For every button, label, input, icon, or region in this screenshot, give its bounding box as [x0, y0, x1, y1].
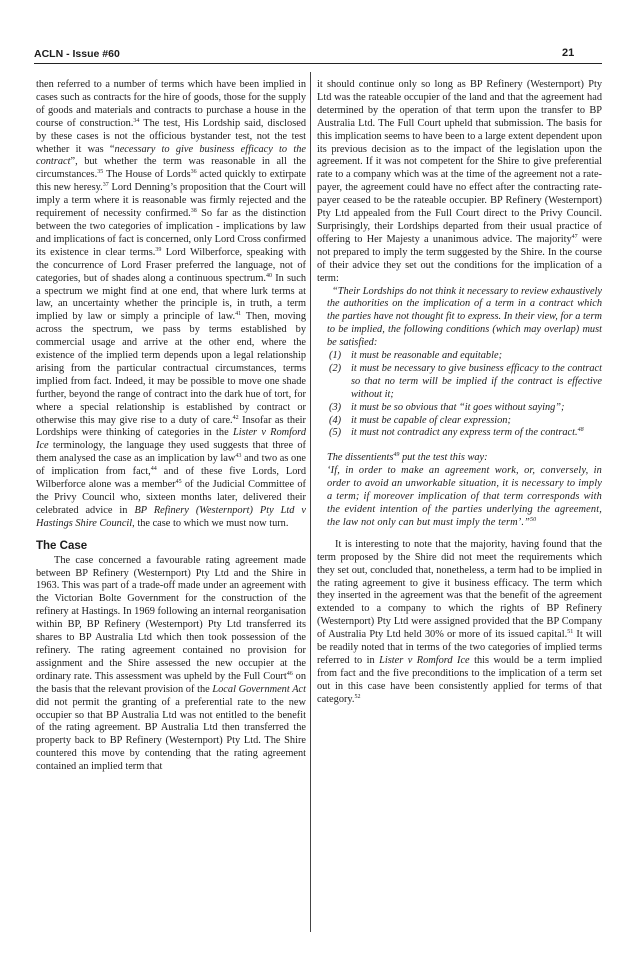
- footnote-ref: 35: [97, 169, 104, 176]
- text-run: Lord Wilberforce, speaking with the concurrence of Lord Fraser preferred the language, not of categories, but of shades along a continuous spectrum.: [36, 246, 306, 284]
- left-column: [36, 79, 306, 774]
- text-run: In such a spectrum we might find at one end, that where lurk terms at law, an uncertainty whether the principle is, in truth, a term implied by law or simply a principle of law.: [36, 272, 306, 323]
- text-run: did not permit the granting of a preferential rate to the new occupier so that BP Australia Ltd was not entitled to the benefit of the rating agreement. BP Australia Ltd then transferred the property back to BP Refinery (Westernport) Pty Ltd. The Shire countered this move by contending that the rating agreement contained an implied term that: [36, 696, 306, 773]
- footnote-ref: 36: [190, 169, 197, 176]
- condition-text: [351, 427, 602, 440]
- condition-number: (2): [329, 362, 342, 374]
- condition-text-run: it must not contradict any express term of the contract.: [351, 427, 578, 439]
- footnote-ref: 50: [530, 516, 537, 523]
- dissent-intro: [317, 452, 602, 465]
- text-run: The test, His Lordship said, disclosed by these cases is not the officious bystander test, not the test whether it was “: [36, 117, 306, 155]
- text-run: this would be a term implied from fact and the five preconditions to the implication of a term set out in this case have been consistently applied for terms of that category.: [317, 654, 602, 705]
- footnote-ref: 51: [567, 629, 574, 636]
- column-divider: [310, 72, 311, 932]
- text-run: on the basis that the relevant provision of the: [36, 670, 306, 695]
- text-run: ”, but whether the term was reasonable in all the circumstances.: [36, 156, 306, 181]
- footnote-ref: 41: [235, 311, 242, 318]
- case-name: Lister v Romford Ice: [36, 427, 306, 452]
- text-run: were not prepared to imply the term suggested by the Shire. In the course of their advice they set out the conditions for the implication of a term:: [317, 233, 602, 284]
- quoted-phrase: necessary to give business efficacy to the contract: [36, 143, 306, 168]
- footnote-ref: 43: [235, 453, 242, 460]
- text-run: The case concerned a favourable rating agreement made between BP Refinery (Westernport) Pty Ltd and the Shire in 1963. This was part of a trade-off made under an agreement with the Victorian Bolte Government for the construction of the refinery at Hastings. In 1969 following an internal reorganisation within BP, BP Refinery (Westernport) Pty Ltd transferred its shares to BP Australia Ltd which then took possession of the refinery. The rating agreement contained no provision for assignment and the Shire assessed the new occupier at the ordinary rate. This assessment was upheld by the Full Court: [36, 554, 306, 682]
- right-paragraph-2: [317, 539, 602, 707]
- condition-number: (3): [329, 401, 342, 413]
- right-paragraph-1: [317, 79, 602, 286]
- condition-text: it must be necessary to give business efficacy to the contract so that no term will be implied if the contract is effective without it;: [351, 362, 602, 400]
- quote-intro: “Their Lordships do not think it necessary to review exhaustively the authorities on the implication of a term in a contract which the parties have not thought fit to express. In their view, for a term to be implied, the following conditions (which may overlap) must be satisfied:: [327, 285, 602, 349]
- journal-header: ACLN - Issue #60: [34, 48, 120, 60]
- condition-item: [327, 350, 602, 363]
- text-run: Lord Denning’s proposition that the Court will imply a term where it is reasonable was firmly rejected and the requirement of necessity confirmed.: [36, 182, 307, 220]
- condition-text: it must be so obvious that “it goes without saying”;: [351, 401, 565, 413]
- footnote-ref: 38: [190, 208, 197, 215]
- section-heading-the-case: The Case: [36, 539, 88, 552]
- case-name: BP Refinery (Westernport) Pty Ltd v Hastings Shire Council: [36, 504, 306, 529]
- page-number: 21: [562, 47, 575, 59]
- condition-number: (4): [329, 414, 342, 426]
- dissent-quote: [317, 465, 602, 530]
- footnote-ref: 42: [232, 414, 239, 421]
- condition-item: [327, 427, 602, 440]
- text-run: terminology, the language they used suggests that three of them analysed the case as an implication by law: [36, 440, 306, 465]
- condition-text: it must be capable of clear expression;: [351, 414, 511, 426]
- condition-item: [327, 402, 602, 415]
- text-run: put the test this way:: [399, 452, 488, 464]
- text-run: It is interesting to note that the majority, having found that the term proposed by the Shire did not meet the requirements which they set out, concluded that, nonetheless, a term had to be implied in the rating agreement to give it business efficacy. The term which they inserted in the agreement was that the benefit of the agreement extended to a company to which the rights of BP Refinery (Westernport) Pty Ltd were assigned provided that the BP Company of Australia Pty Ltd held 30% or more of its issued capital.: [317, 538, 602, 641]
- footnote-ref: 34: [133, 117, 140, 124]
- footnote-ref: 47: [571, 233, 578, 240]
- footnote-ref: 48: [577, 427, 584, 434]
- right-column: [317, 79, 602, 707]
- text-run: and two as one of implication from fact,: [36, 453, 306, 478]
- header-rule: [34, 63, 602, 64]
- left-paragraph-1: [36, 79, 306, 531]
- text-run: The dissentients: [327, 452, 394, 464]
- text-run: , the case to which we must now turn.: [132, 517, 289, 529]
- text-run: Insofar as their Lordships were thinking of categories in the: [36, 414, 306, 439]
- text-run: So far as the distinction between the two categories of implication - implications by law and implications of fact is concerned, only Lord Cross confirmed its existence in clear terms.: [36, 208, 307, 258]
- footnote-ref: 45: [175, 479, 182, 486]
- text-run: It will be readily noted that in terms of the two categories of implied terms referred to in: [317, 629, 603, 666]
- text-run: then referred to a number of terms which have been implied in cases such as contracts for the hire of goods, those for the supply of goods and materials and contracts to purchase a house in the course of construction.: [36, 79, 306, 129]
- text-run: Then, moving across the spectrum, we pass by terms established by commercial usage and arrive at the other end, where the existence of the implied term depends upon a legal relationship arising from the particular contractual circumstances, terms implied from fact. Indeed, it may be possible to move one shade further, beyond the range of contract into the dark hue of tort, for where a special relationship is established by contract or otherwise this may give rise to a duty of care.: [36, 311, 307, 426]
- text-run: of the Judicial Committee of the Privy Council who, sixteen months later, delivered their celebrated advice in: [36, 479, 306, 516]
- footnote-ref: 46: [286, 670, 293, 677]
- condition-number: (1): [329, 350, 342, 362]
- footnote-ref: 44: [150, 466, 157, 473]
- text-run: The House of Lords: [103, 169, 191, 181]
- text-run: and of these five Lords, Lord Wilberforce alone was a member: [36, 466, 306, 491]
- majority-quote: [317, 286, 602, 441]
- text-run: ‘If, in order to make an agreement work, or, conversely, in order to avoid an unworkable situation, it is necessary to imply a term; if moreover implication of that term corresponds with the evident intention of the parties underlying the agreement, the law not only can but must imply the term’.”: [327, 465, 602, 528]
- condition-text: it must be reasonable and equitable;: [351, 350, 503, 362]
- spacer: [317, 530, 602, 539]
- condition-item: [327, 415, 602, 428]
- footnote-ref: 49: [393, 452, 400, 459]
- condition-number: (5): [329, 427, 342, 439]
- footnote-ref: 39: [155, 246, 162, 253]
- text-run: acted quickly to extirpate this new heresy.: [36, 169, 306, 194]
- condition-item: [327, 363, 602, 402]
- footnote-ref: 52: [354, 693, 361, 700]
- footnote-ref: 40: [265, 272, 272, 279]
- text-run: it should continue only so long as BP Refinery (Westernport) Pty Ltd was the rateable occupier of the land and that the agreement had determined by the operation of that term upon the transfer to BP Australia Ltd. The Full Court upheld that submission. The basis for this implication seems to have been to a large extent dependent upon its previous decision as to the impact of the legislation upon the agreement. If it was not competent for the Shire to give preferential rate to a company which was at the time of the agreement not a rate-payer, the agreement could have no effect after the contracting rate-payer ceased to be the rateable occupier. BP Refinery (Westernport) Pty Ltd appealed from the Full Court direct to the Privy Council. Surprisingly, their Lordships departed from their usual practice of offering to Her Majesty a unanimous advice. The majority: [317, 79, 602, 245]
- footnote-ref: 37: [102, 182, 109, 189]
- left-paragraph-2: [36, 555, 306, 774]
- case-name: Lister v Romford Ice: [379, 654, 470, 666]
- statute-name: Local Government Act: [212, 683, 306, 695]
